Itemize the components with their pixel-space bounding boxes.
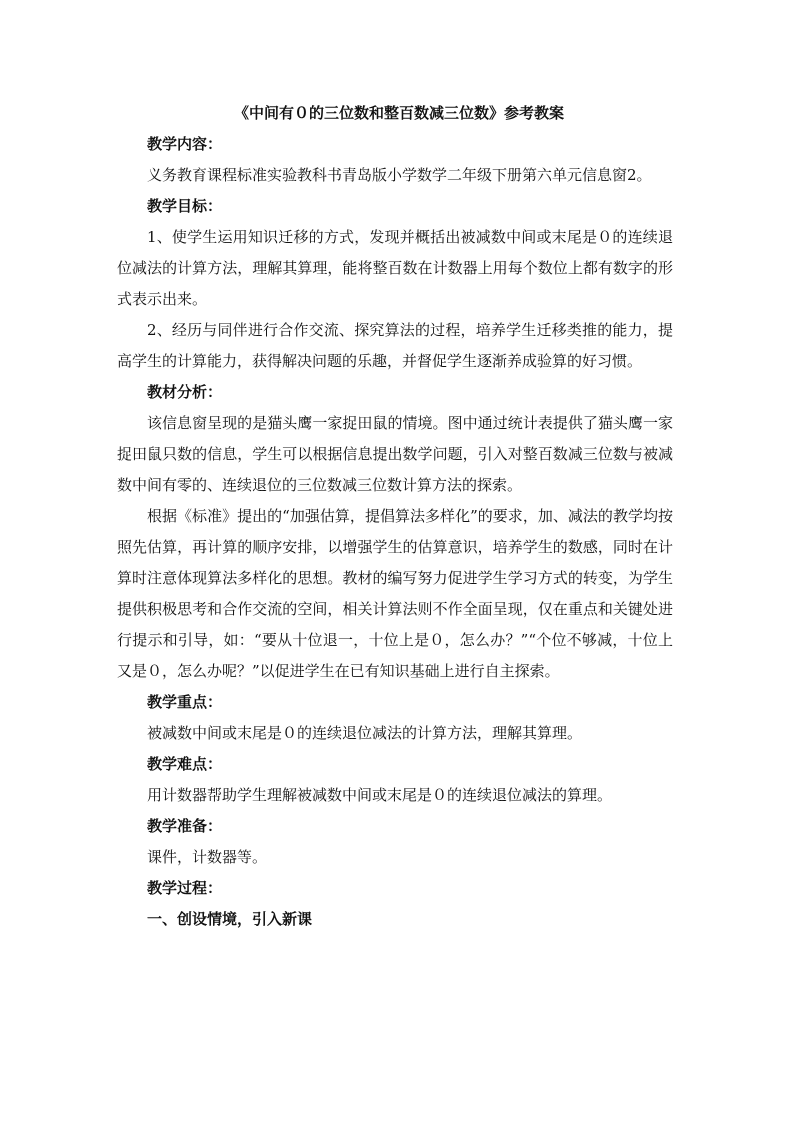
difficulty-heading: 教学难点：	[147, 755, 223, 773]
page-title: 《中间有０的三位数和整百数减三位数》参考教案	[233, 104, 564, 122]
content-text: 义务教育课程标准实验教科书青岛版小学数学二年级下册第六单元信息窗2。	[147, 166, 652, 184]
analysis-paragraph-2: 根据《标准》提出的“加强估算，提倡算法多样化”的要求，加、减法的教学均按照先估算，再计算的顺序安排，以增强学生的估算意识，培养学生的数感，同时在计算时注意体现算法多样化的思想。教材的编写努力促进学生学习方式的转变，为学生提供积极思考和合作交流的空间，相关计算法则不作全面呈现，仅在重点和关键处进行提示和引导，如：“要从十位退一，十位上是０，怎么办？”“个位不够减，十位上又是０，怎么办呢？”以促进学生在已有知识基础上进行自主探索。	[117, 507, 673, 680]
difficulty-text: 用计数器帮助学生理解被减数中间或末尾是０的连续退位减法的算理。	[147, 786, 613, 804]
document-body	[117, 98, 673, 935]
analysis-paragraph-1: 该信息窗呈现的是猫头鹰一家捉田鼠的情境。图中通过统计表提供了猫头鹰一家捉田鼠只数的信息，学生可以根据信息提出数学问题，引入对整百数减三位数与被减数中间有零的、连续退位的三位数减三位数计算方法的探索。	[117, 414, 673, 494]
goal-2: 2、经历与同伴进行合作交流、探究算法的过程，培养学生迁移类推的能力，提高学生的计算能力，获得解决问题的乐趣，并督促学生逐渐养成验算的好习惯。	[117, 321, 673, 370]
key-point-heading: 教学重点：	[147, 693, 223, 711]
analysis-heading: 教材分析：	[147, 383, 223, 401]
goals-heading: 教学目标：	[147, 197, 223, 215]
key-point-text: 被减数中间或末尾是０的连续退位减法的计算方法，理解其算理。	[147, 724, 583, 742]
process-step-1: 一、创设情境，引入新课	[147, 910, 313, 928]
content-heading: 教学内容：	[147, 135, 223, 153]
preparation-text: 课件，计数器等。	[147, 848, 268, 866]
process-heading: 教学过程：	[147, 879, 223, 897]
preparation-heading: 教学准备：	[147, 817, 223, 835]
goal-1: 1、使学生运用知识迁移的方式，发现并概括出被减数中间或末尾是０的连续退位减法的计算方法，理解其算理，能将整百数在计数器上用每个数位上都有数字的形式表示出来。	[117, 228, 673, 308]
